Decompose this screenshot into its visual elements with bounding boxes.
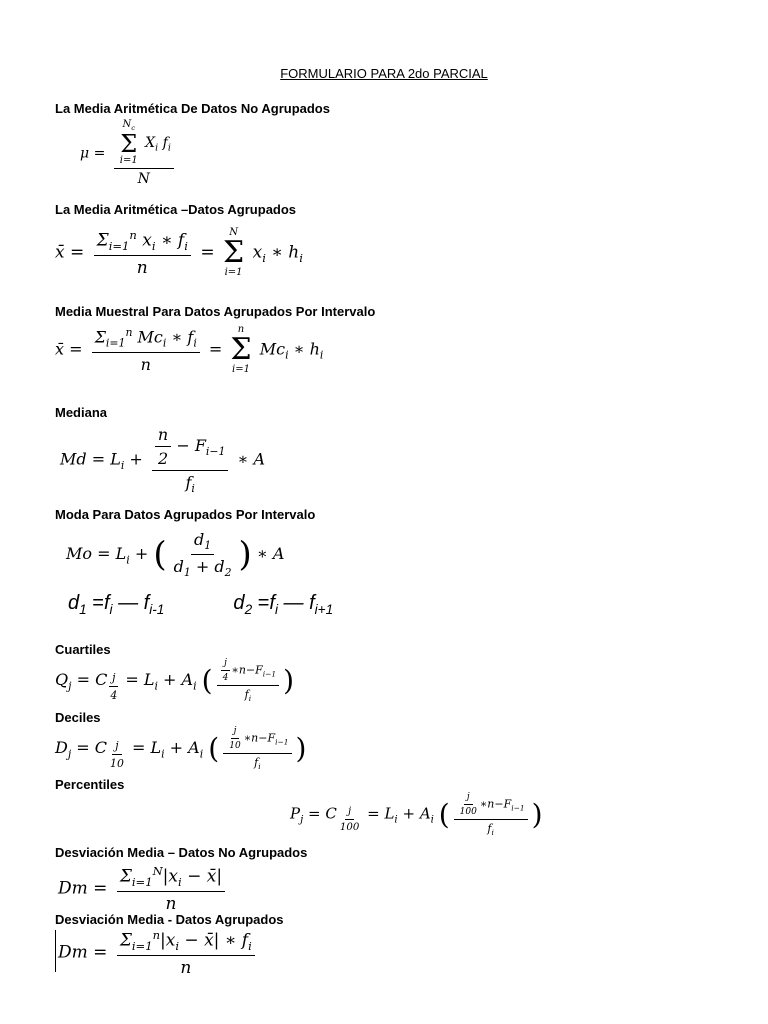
heading-mediana: Mediana — [55, 405, 108, 420]
heading-deciles: Deciles — [55, 710, 101, 725]
formula-media-agrupados: x̄ = $\frac{\Sigma_{i=1}^n x_i ∗ f_i}{n}$ = N Σ i=1 $x_i$ ∗ $h_i$ — [55, 227, 303, 279]
text-cursor — [55, 930, 56, 972]
heading-cuartiles: Cuartiles — [55, 642, 111, 657]
document-title: FORMULARIO PARA 2do PARCIAL — [280, 66, 488, 81]
heading-desviacion-no-agrupados: Desviación Media – Datos No Agrupados — [55, 845, 308, 860]
heading-media-muestral: Media Muestral Para Datos Agrupados Por Intervalo — [55, 304, 376, 319]
heading-moda: Moda Para Datos Agrupados Por Intervalo — [55, 507, 316, 522]
heading-media-no-agrupados: La Media Aritmética De Datos No Agrupados — [55, 101, 330, 116]
formula-media-poblacional: μ = $N_c$ Σ i=1 $X_i$ $f_i$ N — [80, 120, 178, 187]
heading-desviacion-agrupados: Desviación Media - Datos Agrupados — [55, 912, 284, 927]
formula-deciles: $D_j = C$ $_{\frac{j}{10}}$ = $L_i + A_i$ ( $\frac{j}{10}$ $∗n-F_{i-1}$ $f_i$ ) — [55, 726, 307, 772]
formula-desviacion-no-agrupados: Dm = $\frac{\Sigma_{i=1}^N|x_i - x̄|}{n}$ — [58, 864, 229, 914]
heading-percentiles: Percentiles — [55, 777, 125, 792]
formula-d1-d2: $d_1 =f_i$ — $f_{i-1}$ $d_2 =f_i$ — $f_{i+1}$ — [68, 592, 334, 617]
formula-percentiles: $P_j = C$ $_{\frac{j}{100}}$ = $L_i + A_i$ ( $\frac{j}{100}$ $∗n-F_{i-1}$ $f_i$ ) — [290, 792, 543, 838]
formula-cuartiles: $Q_j = C$ $_{\frac{j}{4}}$ = $L_i + A_i$ ( $\frac{j}{4}$ $∗n-F_{i-1}$ $f_i$ ) — [55, 658, 295, 704]
heading-media-agrupados: La Media Aritmética –Datos Agrupados — [55, 202, 297, 217]
formula-media-muestral: x̄ = $\frac{\Sigma_{i=1}^n Mc_i ∗ f_i}{n}$ = n Σ i=1 $Mc_i$ ∗ $h_i$ — [55, 324, 324, 375]
formula-mediana: $Md = L_i$ + $\frac{n}{2}$ − $F_{i-1}$ $f_i$ ∗ A — [60, 425, 266, 496]
formula-desviacion-agrupados: Dm = $\frac{\Sigma_{i=1}^n|x_i - x̄| ∗ f_i}{n}$ — [58, 928, 259, 978]
formula-moda: $Mo = L_i$ + ( $\frac{d_1}{d_1 + d_2}$ ) ∗ A — [66, 530, 285, 580]
